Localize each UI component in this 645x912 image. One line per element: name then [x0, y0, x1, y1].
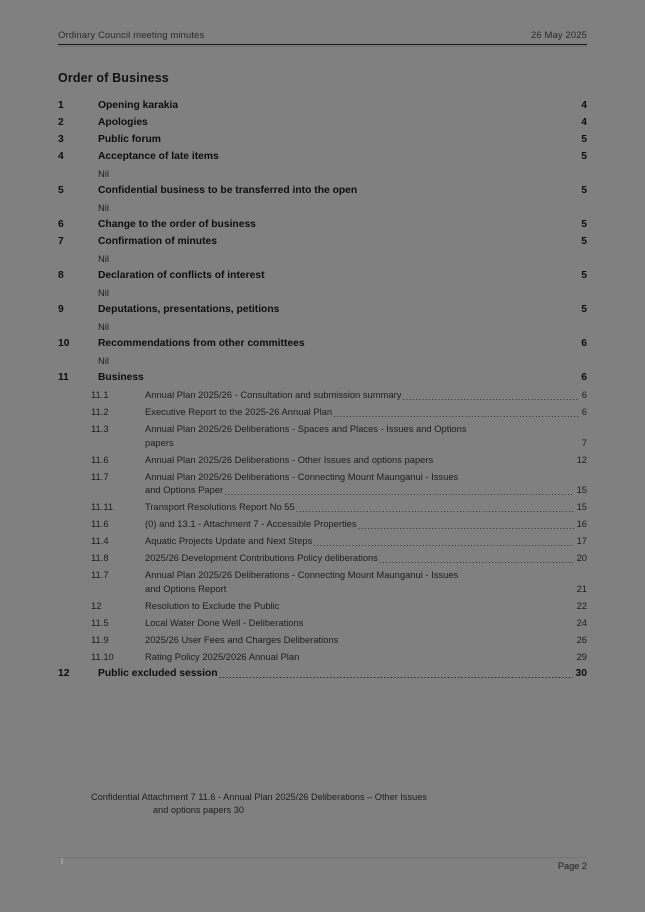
toc-entry-label: Public excluded session: [98, 667, 218, 679]
toc-entry-page-number: 12: [576, 453, 587, 465]
toc-entry-body: [145, 568, 587, 595]
toc-entry-label: Public forum: [98, 134, 161, 145]
toc-entry-page-number: 6: [581, 389, 587, 400]
toc-entry[interactable]: [58, 99, 587, 113]
toc-leader-dots: [220, 161, 579, 162]
toc-entry-number: 5: [58, 185, 64, 196]
toc-entry-number: 11.1: [91, 389, 109, 400]
footer-divider: [58, 857, 587, 858]
toc-entry-number: 9: [58, 304, 64, 315]
toc-entry-body: [145, 616, 587, 630]
toc-entry-number: 7: [58, 236, 64, 247]
toc-entry-label: Executive Report to the 2025-26 Annual Plan: [145, 406, 333, 417]
toc-entry-page-number: 4: [581, 117, 587, 128]
toc-leader-dots: [219, 677, 573, 678]
toc-nil-row: Nil: [98, 202, 109, 213]
header-document-title: Ordinary Council meeting minutes: [58, 30, 205, 41]
toc-entry-page-number: 6: [581, 372, 587, 383]
toc-entry-number: 11.5: [91, 616, 109, 628]
toc-entry-label: Local Water Done Well - Deliberations: [145, 616, 304, 628]
toc-entry[interactable]: [58, 269, 587, 283]
toc-entry-label-line-1: Annual Plan 2025/26 Deliberations - Connecting Mount Maunganui - Issues: [145, 569, 459, 580]
toc-entry-label: Confidential business to be transferred into the open: [98, 185, 358, 196]
toc-entry-page-number: 24: [576, 616, 587, 628]
toc-entry-body: [145, 633, 587, 647]
toc-nil-row: Nil: [98, 321, 109, 332]
toc-entry-label: Annual Plan 2025/26 - Consultation and submission summary: [145, 389, 402, 400]
footer-page-number: Page 2: [557, 861, 587, 871]
toc-leader-dots: [313, 545, 573, 546]
toc-entry-body: [145, 517, 587, 531]
toc-entry[interactable]: [58, 218, 587, 232]
toc-entry-number: 11.3: [91, 423, 109, 434]
toc-entry-label: (0) and 13.1 - Attachment 7 - Accessible Properties: [145, 518, 357, 529]
toc-leader-dots: [358, 195, 578, 196]
toc-entry-number: 11.6: [91, 453, 109, 465]
table-of-contents: [58, 99, 587, 684]
toc-entry[interactable]: [58, 453, 587, 467]
toc-leader-dots: [379, 562, 574, 563]
toc-entry-body: [145, 534, 587, 548]
toc-leader-dots: [339, 643, 573, 644]
toc-entry-label: Rating Policy 2025/2026 Annual Plan: [145, 650, 300, 662]
toc-entry-number: 11.4: [91, 535, 109, 546]
toc-nil-row: Nil: [98, 168, 109, 179]
toc-entry-body: [98, 371, 587, 385]
toc-entry-label: Apologies: [98, 117, 148, 128]
toc-entry[interactable]: [58, 150, 587, 164]
toc-entry[interactable]: [58, 371, 587, 385]
toc-entry-body: [98, 150, 587, 164]
toc-entry-body: [98, 337, 587, 351]
toc-entry-page-number: 5: [581, 134, 587, 145]
toc-entry-page-number: 22: [576, 599, 587, 611]
toc-leader-dots: [304, 626, 573, 627]
toc-entry-page-number: 5: [581, 236, 587, 247]
toc-entry[interactable]: [58, 551, 587, 565]
toc-leader-dots: [224, 494, 573, 495]
toc-leader-dots: [280, 314, 578, 315]
toc-entry-label: Annual Plan 2025/26 Deliberations - Other Issues and options papers: [145, 453, 434, 465]
toc-leader-dots: [218, 246, 578, 247]
toc-entry-page-number: 6: [581, 406, 587, 417]
toc-leader-dots: [149, 127, 578, 128]
toc-entry-label: 2025/26 Development Contributions Policy deliberations: [145, 552, 378, 563]
toc-entry-body: [98, 667, 587, 681]
toc-leader-dots: [402, 399, 578, 400]
toc-entry-body: [145, 405, 587, 419]
toc-entry-number: 11.7: [91, 470, 109, 482]
toc-entry-label: Transport Resolutions Report No 55: [145, 501, 295, 512]
toc-entry[interactable]: [58, 599, 587, 613]
toc-entry-number: 11: [58, 372, 69, 383]
toc-entry[interactable]: [58, 388, 587, 402]
toc-nil-row: Nil: [98, 253, 109, 264]
toc-entry-label: Opening karakia: [98, 100, 179, 111]
toc-entry[interactable]: [58, 534, 587, 548]
toc-entry-number: 11.2: [91, 406, 109, 417]
toc-entry[interactable]: [58, 337, 587, 351]
running-header: [58, 30, 587, 41]
toc-entry-number: 11.10: [91, 650, 114, 662]
toc-entry-number: 8: [58, 270, 64, 281]
toc-entry-page-number: 30: [575, 667, 587, 679]
toc-entry-body: [98, 184, 587, 198]
toc-entry-number: 11.8: [91, 552, 109, 563]
toc-entry[interactable]: [58, 184, 587, 198]
toc-entry-page-number: 20: [576, 552, 587, 563]
toc-entry-body: [145, 551, 587, 565]
toc-entry-page-number: 26: [576, 633, 587, 645]
toc-entry-label-line-1: Annual Plan 2025/26 Deliberations - Spaces and Places - Issues and Options: [145, 423, 467, 434]
toc-entry-page-number: 21: [576, 582, 587, 594]
toc-entry-body: [98, 116, 587, 130]
toc-entry[interactable]: [58, 633, 587, 647]
toc-entry[interactable]: [58, 517, 587, 531]
toc-entry-label-line-1: Annual Plan 2025/26 Deliberations - Connecting Mount Maunganui - Issues: [145, 470, 459, 482]
toc-leader-dots: [227, 592, 573, 593]
toc-entry-body: [98, 235, 587, 249]
toc-entry-label-line-2: papers: [145, 436, 174, 448]
toc-entry-body: [98, 269, 587, 283]
toc-leader-dots: [296, 511, 574, 512]
toc-entry-label-line-2: and Options Paper: [145, 484, 224, 495]
toc-entry[interactable]: [58, 116, 587, 130]
toc-entry-body: [145, 500, 587, 514]
toc-entry-number: 4: [58, 151, 64, 162]
footer-mark: [61, 858, 63, 864]
toc-leader-dots: [179, 110, 578, 111]
toc-entry[interactable]: [58, 303, 587, 317]
toc-leader-dots: [434, 463, 573, 464]
toc-entry-page-number: 29: [576, 650, 587, 662]
toc-nil-row: Nil: [98, 355, 109, 366]
toc-leader-dots: [257, 229, 578, 230]
attachment-note-line-2: and options papers 30: [153, 805, 244, 815]
toc-leader-dots: [266, 280, 579, 281]
header-divider: [58, 44, 587, 45]
toc-leader-dots: [145, 382, 578, 383]
toc-entry-number: 11.11: [91, 501, 114, 512]
toc-entry-page-number: 5: [581, 219, 587, 230]
toc-entry-number: 12: [91, 599, 102, 611]
toc-entry-page-number: 5: [581, 270, 587, 281]
toc-entry-label: Acceptance of late items: [98, 151, 219, 162]
toc-entry-body: [145, 422, 587, 449]
attachment-note-line-1: Confidential Attachment 7 11.6 - Annual Plan 2025/26 Deliberations – Other Issues: [91, 792, 427, 802]
toc-leader-dots: [162, 144, 578, 145]
toc-entry-number: 1: [58, 100, 64, 111]
toc-entry-number: 10: [58, 338, 70, 349]
toc-entry[interactable]: [58, 470, 587, 497]
toc-entry-page-number: 15: [576, 484, 587, 495]
toc-leader-dots: [300, 660, 573, 661]
toc-entry-label: Business: [98, 372, 144, 383]
toc-entry-body: [98, 303, 587, 317]
toc-entry-number: 11.7: [91, 569, 109, 580]
toc-entry-page-number: 6: [581, 338, 587, 349]
toc-entry-page-number: 5: [581, 151, 587, 162]
toc-entry[interactable]: [58, 650, 587, 664]
toc-entry-body: [145, 599, 587, 613]
toc-entry-number: 6: [58, 219, 64, 230]
toc-entry-body: [145, 470, 587, 497]
toc-entry-page-number: 16: [576, 518, 587, 529]
toc-entry-label-line-2: and Options Report: [145, 582, 227, 594]
toc-entry-body: [145, 650, 587, 664]
toc-entry-label: Aquatic Projects Update and Next Steps: [145, 535, 313, 546]
toc-entry-label: Recommendations from other committees: [98, 338, 305, 349]
page-title: Order of Business: [58, 71, 169, 85]
toc-entry-label: Resolution to Exclude the Public: [145, 599, 280, 611]
header-date: 26 May 2025: [530, 30, 587, 41]
toc-leader-dots: [358, 528, 574, 529]
toc-entry-label: Change to the order of business: [98, 219, 256, 230]
toc-entry-label: Declaration of conflicts of interest: [98, 270, 265, 281]
toc-entry[interactable]: [58, 568, 587, 595]
toc-entry-page-number: 5: [581, 185, 587, 196]
toc-entry[interactable]: [58, 133, 587, 147]
toc-entry-number: 12: [58, 667, 70, 679]
toc-entry[interactable]: [58, 405, 587, 419]
toc-leader-dots: [280, 609, 573, 610]
toc-leader-dots: [333, 416, 579, 417]
toc-entry-page-number: 5: [581, 304, 587, 315]
toc-entry[interactable]: [58, 235, 587, 249]
toc-entry-number: 2: [58, 117, 64, 128]
toc-entry-page-number: 7: [581, 436, 587, 448]
toc-entry-body: [98, 99, 587, 113]
toc-entry-page-number: 4: [581, 100, 587, 111]
confidential-attachment-note: [91, 791, 561, 817]
toc-entry-body: [145, 453, 587, 467]
toc-nil-row: Nil: [98, 287, 109, 298]
toc-entry-page-number: 17: [576, 535, 587, 546]
toc-entry-body: [98, 218, 587, 232]
toc-leader-dots: [306, 348, 579, 349]
toc-entry-body: [98, 133, 587, 147]
toc-entry[interactable]: [58, 500, 587, 514]
toc-entry-label: 2025/26 User Fees and Charges Deliberations: [145, 633, 339, 645]
toc-entry[interactable]: [58, 667, 587, 681]
toc-entry-body: [145, 388, 587, 402]
toc-entry-page-number: 15: [576, 501, 587, 512]
toc-entry-number: 3: [58, 134, 64, 145]
header-divider-shadow: [58, 46, 587, 47]
toc-entry-number: 11.6: [91, 518, 109, 529]
toc-leader-dots: [175, 446, 579, 447]
toc-entry[interactable]: [58, 616, 587, 630]
toc-entry[interactable]: [58, 422, 587, 449]
toc-entry-label: Confirmation of minutes: [98, 236, 217, 247]
toc-entry-number: 11.9: [91, 633, 109, 645]
toc-entry-label: Deputations, presentations, petitions: [98, 304, 280, 315]
